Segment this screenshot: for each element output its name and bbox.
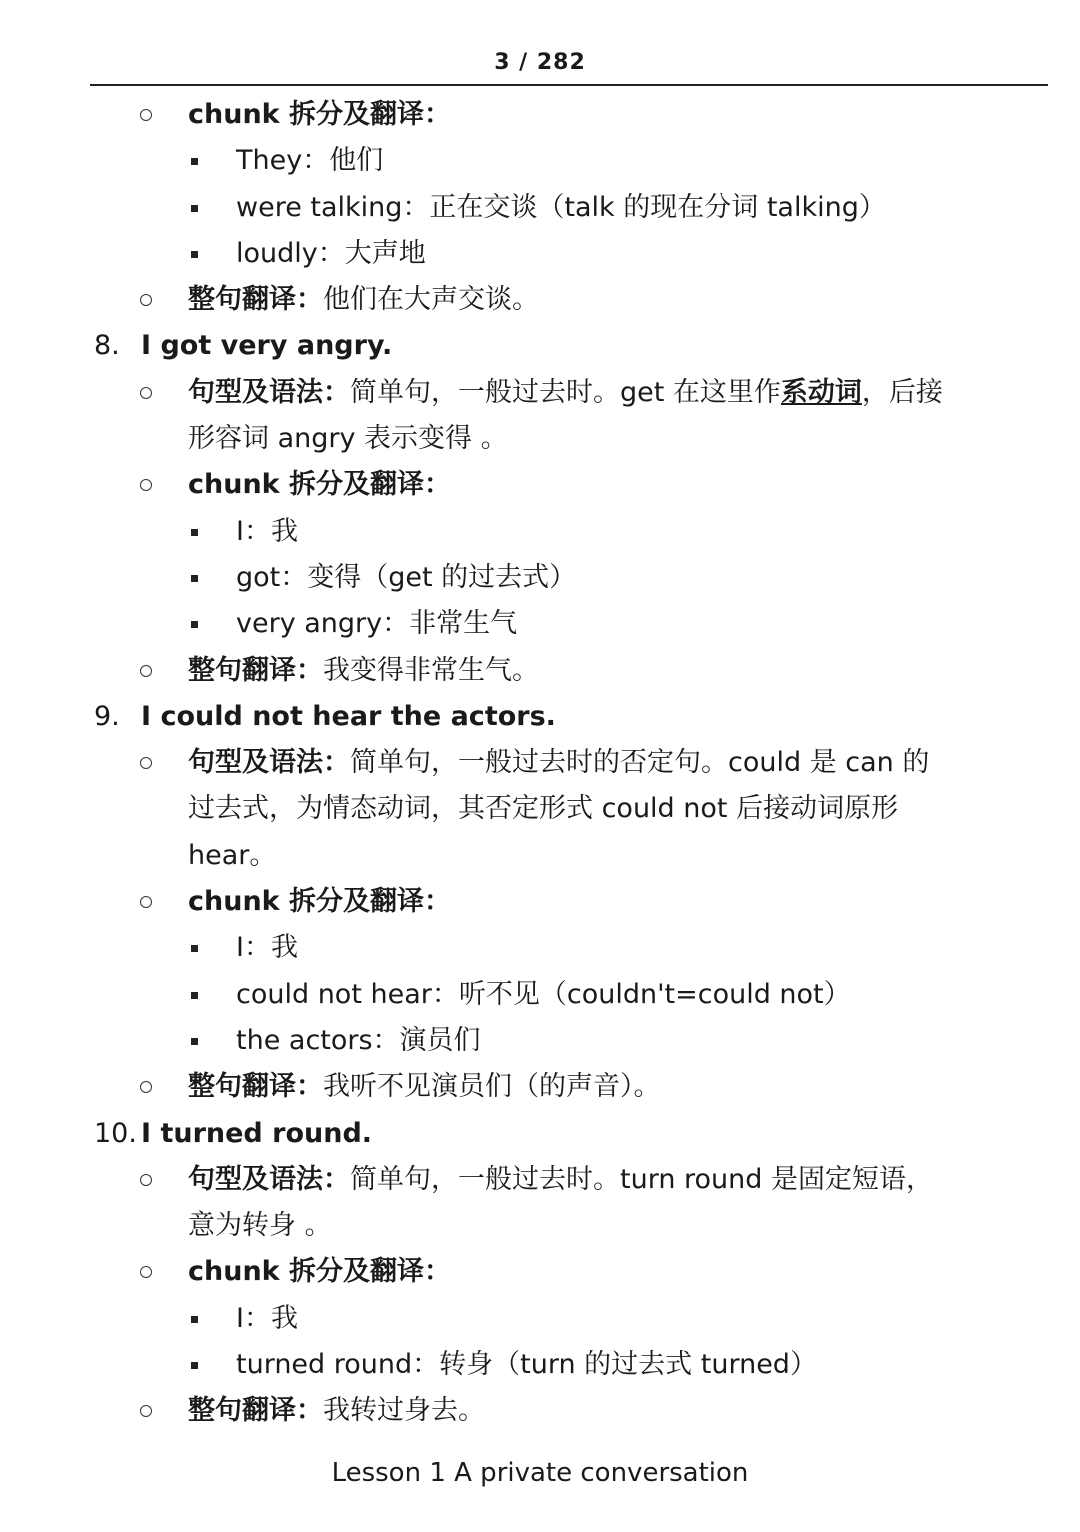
sub-item-chunk [0,462,1080,508]
sub-item-label: chunk 拆分及翻译： [188,1256,452,1288]
sub-item-grammar [0,370,1080,416]
sub-item-label: 整句翻译： [188,654,323,686]
sub-item-text: 我转过身去。 [323,1395,485,1427]
sentence-text: I could not hear the actors. [141,700,556,732]
sub-item-continuation [0,1203,1080,1249]
sub-item-translation [0,1388,1080,1434]
circle-bullet-icon [140,109,152,121]
chunk-item-text: the actors：演员们 [236,1024,481,1056]
sub-item-chunk [0,879,1080,925]
sub-item-text: 他们在大声交谈。 [323,284,539,316]
square-bullet-icon [191,1362,198,1369]
circle-bullet-icon [140,294,152,306]
square-bullet-icon [191,205,198,212]
chunk-item [0,555,1080,601]
sub-item-label: chunk 拆分及翻译： [188,469,452,501]
chunk-item-text: turned round：转身（turn 的过去式 turned） [236,1349,817,1381]
underlined-term: 系动词 [780,376,862,408]
sub-item-text: 简单句，一般过去时的否定句。could 是 can 的 [350,747,930,779]
sub-item-continuation [0,416,1080,462]
sub-item-text: 简单句，一般过去时。get 在这里作 [350,376,781,408]
sub-item-continuation [0,833,1080,879]
sub-item-chunk [0,92,1080,138]
header-rule [90,84,1048,86]
sub-item-text: 简单句，一般过去时。turn round 是固定短语， [350,1163,933,1195]
sub-item-label: 句型及语法： [188,376,350,408]
chunk-item [0,925,1080,971]
sub-item-label: 整句翻译： [188,1071,323,1103]
circle-bullet-icon [140,1266,152,1278]
chunk-item-text: got：变得（get 的过去式） [236,561,577,593]
circle-bullet-icon [140,896,152,908]
chunk-item [0,509,1080,555]
chunk-item-text: very angry：非常生气 [236,608,518,640]
square-bullet-icon [191,992,198,999]
sentence-heading [0,323,1080,369]
sub-item-label: 整句翻译： [188,1395,323,1427]
chunk-item-text: I：我 [236,1302,298,1334]
circle-bullet-icon [140,665,152,677]
sentence-number: 9. [94,700,120,732]
document-body [0,92,1080,1435]
chunk-item [0,1018,1080,1064]
sub-item-label: 句型及语法： [188,747,350,779]
chunk-item [0,138,1080,184]
circle-bullet-icon [140,1174,152,1186]
page-indicator: 3 / 282 [494,50,586,75]
circle-bullet-icon [140,479,152,491]
sub-item-grammar [0,740,1080,786]
chunk-item-text: They：他们 [236,145,384,177]
sub-item-text: 我变得非常生气。 [323,654,539,686]
square-bullet-icon [191,251,198,258]
sentence-number: 10. [94,1117,137,1149]
sub-item-label: 整句翻译： [188,284,323,316]
square-bullet-icon [191,621,198,628]
chunk-item [0,1342,1080,1388]
chunk-item-text: were talking：正在交谈（talk 的现在分词 talking） [236,191,886,223]
circle-bullet-icon [140,1081,152,1093]
square-bullet-icon [191,575,198,582]
chunk-item-text: I：我 [236,515,298,547]
sentence-text: I turned round. [141,1117,373,1149]
page-footer: Lesson 1 A private conversation [331,1458,749,1488]
square-bullet-icon [191,1038,198,1045]
chunk-item [0,1296,1080,1342]
square-bullet-icon [191,945,198,952]
chunk-item-text: I：我 [236,932,298,964]
sentence-number: 8. [94,330,120,362]
sentence-heading [0,1111,1080,1157]
sub-item-text: 过去式，为情态动词，其否定形式 could not 后接动词原形 [188,793,899,825]
circle-bullet-icon [140,387,152,399]
sub-item-label: 句型及语法： [188,1163,350,1195]
chunk-item-text: could not hear：听不见（couldn't=could not） [236,978,851,1010]
sub-item-text: 我听不见演员们（的声音）。 [323,1071,661,1103]
chunk-item [0,185,1080,231]
sub-item-chunk [0,1249,1080,1295]
sub-item-text: ，后接 [861,376,943,408]
chunk-item [0,231,1080,277]
sub-item-continuation [0,786,1080,832]
sub-item-text: 意为转身 。 [188,1210,332,1242]
sub-item-translation [0,277,1080,323]
chunk-item-text: loudly：大声地 [236,237,426,269]
chunk-item [0,972,1080,1018]
sub-item-translation [0,1064,1080,1110]
sub-item-text: 形容词 angry 表示变得 。 [188,423,508,455]
sub-item-translation [0,648,1080,694]
sub-item-text: hear。 [188,839,277,871]
circle-bullet-icon [140,1405,152,1417]
sentence-heading [0,694,1080,740]
sub-item-label: chunk 拆分及翻译： [188,886,452,918]
chunk-item [0,601,1080,647]
circle-bullet-icon [140,757,152,769]
sub-item-label: chunk 拆分及翻译： [188,99,452,130]
sentence-text: I got very angry. [141,330,393,362]
square-bullet-icon [191,1316,198,1323]
square-bullet-icon [191,158,198,165]
square-bullet-icon [191,529,198,536]
sub-item-grammar [0,1157,1080,1203]
